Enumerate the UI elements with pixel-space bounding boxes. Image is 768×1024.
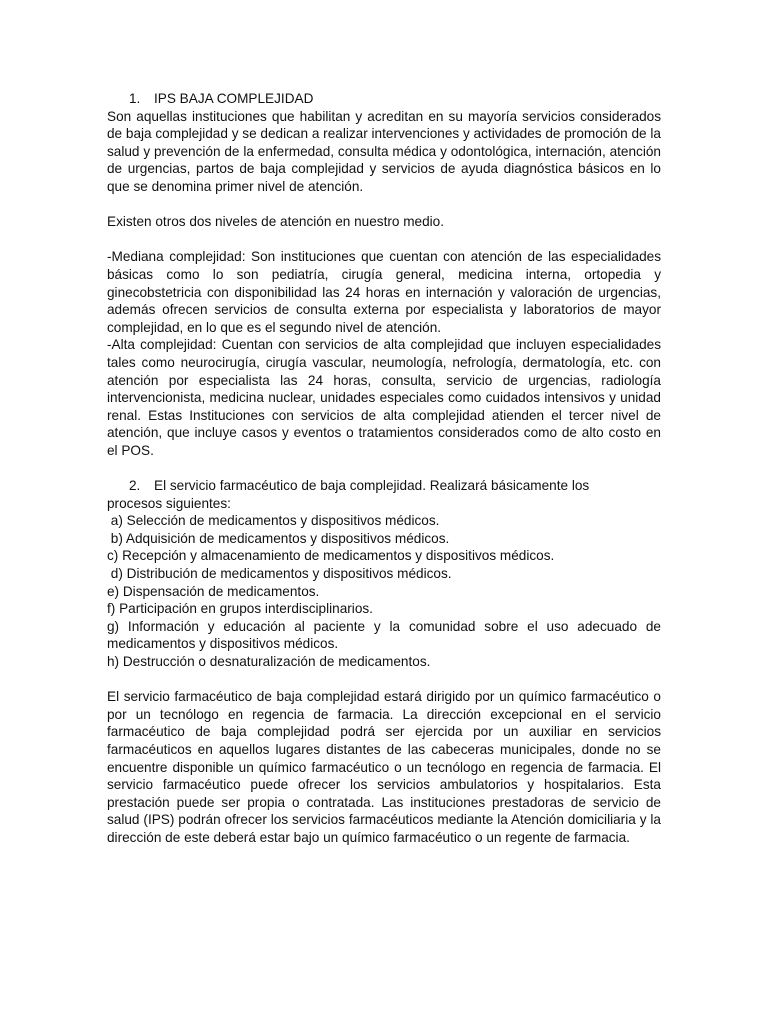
alta-complejidad-paragraph: -Alta complejidad: Cuentan con servicios de alta complejidad que incluyen especialidades tales como neurocirugía, cirugía vascular, neumología, nefrología, dermatología, etc. con atención por especialista las 24 horas, consulta, servicio de urgencias, radiología intervencionista, medicina nuclear, unidades especiales como cuidados intensivos y unidad renal. Estas Instituciones con servicios de alta complejidad atienden el tercer nivel de atención, que incluye casos y eventos o tratamientos considerados como de alto costo en el POS. [107, 337, 661, 458]
process-item-g: g) Información y educación al paciente y la comunidad sobre el uso adecuado de medicamentos y dispositivos médicos. [107, 618, 661, 652]
document-page [107, 90, 661, 847]
section-1-heading [107, 90, 661, 108]
process-item: f) Participación en grupos interdisciplinarios. [107, 601, 373, 617]
process-item-h: h) Destrucción o desnaturalización de medicamentos. [107, 654, 431, 669]
section-1-number: 1. [129, 91, 141, 106]
process-item: a) Selección de medicamentos y dispositivos médicos. [107, 513, 440, 529]
spacer [107, 196, 661, 214]
mediana-complejidad-paragraph: -Mediana complejidad: Son instituciones que cuentan con atención de las especialidades básicas como lo son pediatría, cirugía general, medicina interna, ortopedia y ginecobstetricia con disponibilidad las 24 horas en internación y valoración de urgencias, además ofrecen servicios de consulta externa por especialista y laboratorios de mayor complejidad, en lo que es el segundo nivel de atención. [107, 249, 661, 335]
process-item: d) Distribución de medicamentos y dispositivos médicos. [107, 566, 452, 582]
spacer [107, 231, 661, 249]
spacer [107, 459, 661, 477]
section-2-heading [107, 477, 661, 495]
section-2-continuation: procesos siguientes: [107, 495, 231, 511]
process-item: c) Recepción y almacenamiento de medicamentos y dispositivos médicos. [107, 548, 555, 564]
closing-paragraph: El servicio farmacéutico de baja complejidad estará dirigido por un químico farmacéutico o por un tecnólogo en regencia de farmacia. La dirección excepcional en el servicio farmacéutico de baja complejidad podrá ser ejercida por un auxiliar en servicios farmacéuticos en aquellos lugares distantes de las cabeceras municipales, donde no se encuentre disponible un químico farmacéutico o un tecnólogo en regencia de farmacia. El servicio farmacéutico puede ofrecer los servicios ambulatorios y hospitalarios. Esta prestación puede ser propia o contratada. Las instituciones prestadoras de servicio de salud (IPS) podrán ofrecer los servicios farmacéuticos mediante la Atención domiciliaria y la dirección de este deberá estar bajo un químico farmacéutico o un regente de farmacia. [107, 689, 661, 845]
section-2-title: El servicio farmacéutico de baja complejidad. Realizará básicamente los [154, 478, 590, 494]
process-item: e) Dispensación de medicamentos. [107, 583, 320, 599]
spacer [107, 671, 661, 689]
section-1-title: IPS BAJA COMPLEJIDAD [154, 91, 314, 106]
process-item: b) Adquisición de medicamentos y dispositivos médicos. [107, 530, 450, 546]
levels-intro: Existen otros dos niveles de atención en nuestro medio. [107, 214, 445, 230]
section-2-number: 2. [129, 478, 141, 494]
section-1-paragraph: Son aquellas instituciones que habilitan y acreditan en su mayoría servicios considerados de baja complejidad y se dedican a realizar intervenciones y actividades de promoción de la salud y prevención de la enfermedad, consulta médica y odontológica, internación, atención de urgencias, partos de baja complejidad y servicios de ayuda diagnóstica básicos en lo que se denomina primer nivel de atención. [107, 108, 661, 194]
